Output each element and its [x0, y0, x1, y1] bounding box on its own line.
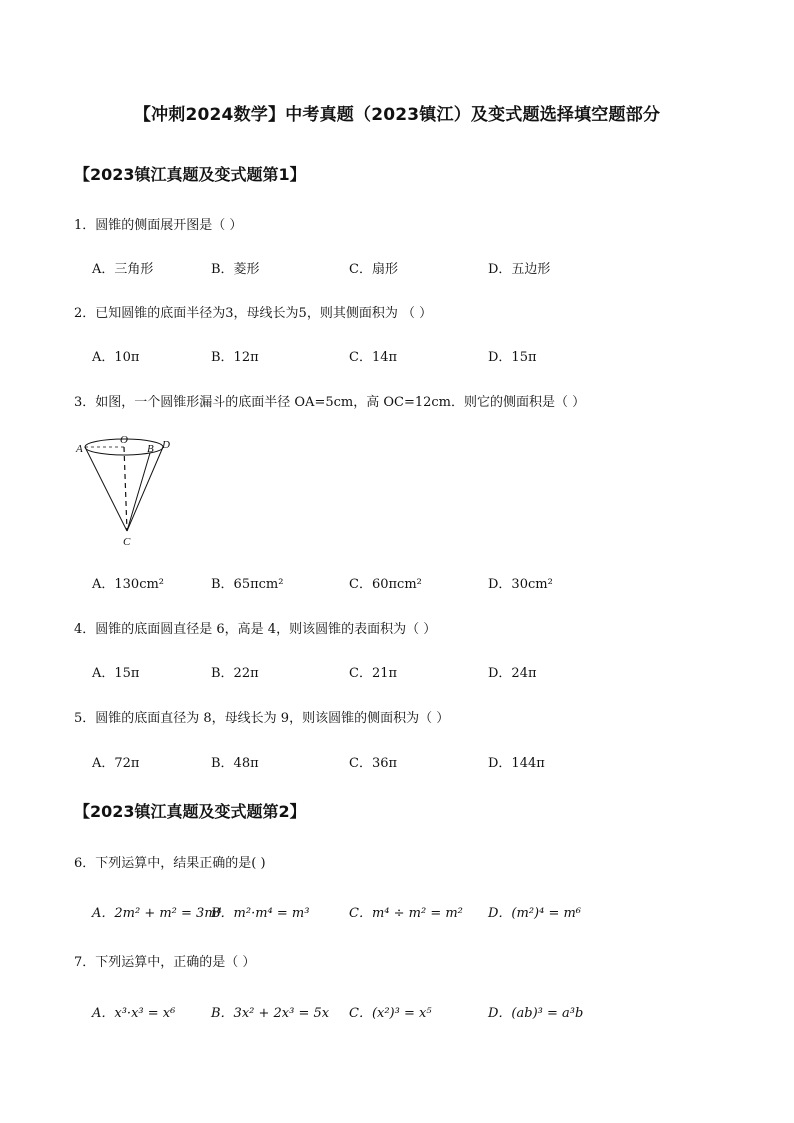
cone-edge-bc: [127, 453, 150, 531]
q1-option-b[interactable]: B．菱形: [211, 262, 260, 277]
question-6-stem: 6．下列运算中，结果正确的是( ): [74, 856, 266, 871]
question-2-stem: 2．已知圆锥的底面半径为3，母线长为5，则其侧面积为 （ ）: [74, 306, 433, 321]
q7-option-c[interactable]: C．(x²)³ = x⁵: [349, 1006, 432, 1021]
section-heading-1: 【2023镇江真题及变式题第1】: [74, 165, 306, 184]
q6-option-a[interactable]: A．2m² + m² = 3m⁴: [92, 906, 222, 921]
label-b: B: [147, 443, 154, 455]
q2-option-b[interactable]: B．12π: [211, 350, 259, 365]
cone-edge-left: [85, 447, 127, 531]
q7-option-d[interactable]: D．(ab)³ = a³b: [488, 1006, 584, 1021]
question-3-stem: 3．如图，一个圆锥形漏斗的底面半径 OA=5cm，高 OC=12cm．则它的侧面积是（ ）: [74, 395, 586, 410]
q1-option-d[interactable]: D．五边形: [488, 262, 551, 277]
q1-option-c[interactable]: C．扇形: [349, 262, 398, 277]
q2-option-a[interactable]: A．10π: [92, 350, 140, 365]
question-5-stem: 5．圆锥的底面直径为 8，母线长为 9，则该圆锥的侧面积为（ ）: [74, 711, 450, 726]
q3-option-c[interactable]: C．60πcm²: [349, 577, 422, 592]
label-c: C: [123, 536, 131, 548]
q3-option-b[interactable]: B．65πcm²: [211, 577, 284, 592]
cone-height-dashed: [124, 447, 127, 531]
page-title: 【冲刺2024数学】中考真题（2023镇江）及变式题选择填空题部分: [133, 105, 661, 125]
q7-option-b[interactable]: B．3x² + 2x³ = 5x: [211, 1006, 330, 1021]
q5-option-d[interactable]: D．144π: [488, 756, 545, 771]
q4-option-c[interactable]: C．21π: [349, 666, 398, 681]
q1-option-a[interactable]: A．三角形: [92, 262, 154, 277]
q3-option-a[interactable]: A．130cm²: [92, 577, 165, 592]
q6-option-c[interactable]: C．m⁴ ÷ m² = m²: [349, 906, 463, 921]
section-heading-2: 【2023镇江真题及变式题第2】: [74, 802, 306, 821]
q5-option-c[interactable]: C．36π: [349, 756, 398, 771]
question-4-stem: 4．圆锥的底面圆直径是 6，高是 4，则该圆锥的表面积为（ ）: [74, 622, 437, 637]
label-d: D: [162, 439, 170, 451]
q4-option-d[interactable]: D．24π: [488, 666, 537, 681]
q4-option-a[interactable]: A．15π: [92, 666, 140, 681]
cone-edge-right: [127, 447, 163, 531]
q4-option-b[interactable]: B．22π: [211, 666, 259, 681]
q3-option-d[interactable]: D．30cm²: [488, 577, 553, 592]
q5-option-a[interactable]: A．72π: [92, 756, 140, 771]
q7-option-a[interactable]: A．x³·x³ = x⁶: [92, 1006, 176, 1021]
q5-option-b[interactable]: B．48π: [211, 756, 259, 771]
cone-funnel-figure: [72, 432, 182, 552]
label-a: A: [76, 443, 83, 455]
q2-option-d[interactable]: D．15π: [488, 350, 537, 365]
question-7-stem: 7．下列运算中，正确的是（ ）: [74, 955, 256, 970]
q6-option-b[interactable]: B．m²·m⁴ = m³: [211, 906, 310, 921]
label-o: O: [120, 434, 128, 446]
q2-option-c[interactable]: C．14π: [349, 350, 398, 365]
question-1-stem: 1．圆锥的侧面展开图是（ ）: [74, 218, 243, 233]
q6-option-d[interactable]: D．(m²)⁴ = m⁶: [488, 906, 582, 921]
